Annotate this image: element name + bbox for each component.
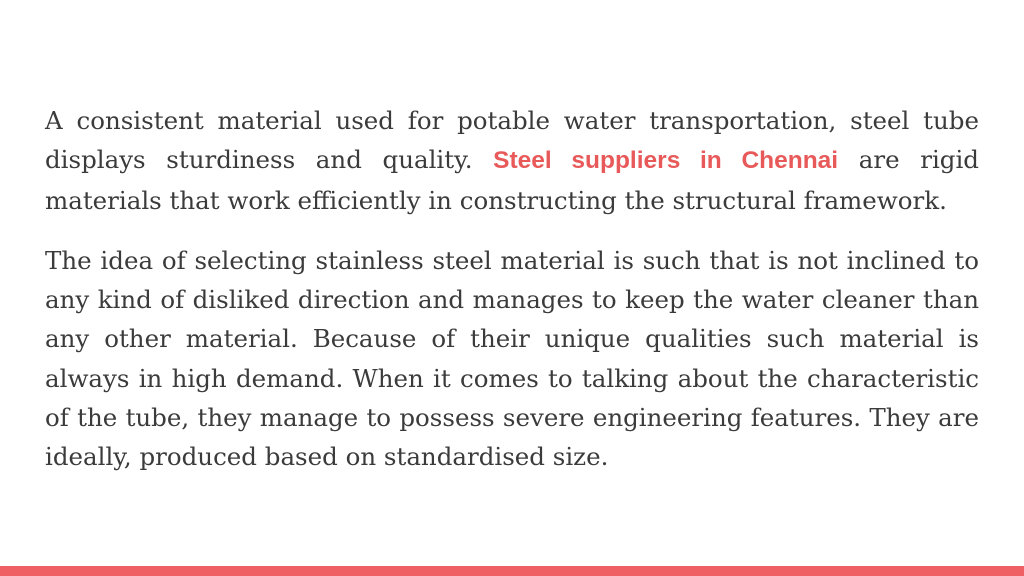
- paragraph-2: The idea of selecting stainless steel material is such that is not inclined to any kind of disliked direction and manages to keep the water cleaner than any other material. Because of their unique qualities such material is always in high demand. When it comes to talking about the characteristic of the tube, they manage to possess severe engineering features. They are ideally, produced based on standardised size.: [45, 245, 979, 472]
- paragraph-1-outro: are rigid materials that work efficiently in constructing the structural framework.: [45, 145, 979, 215]
- steel-suppliers-link[interactable]: Steel suppliers in Chennai: [493, 147, 839, 175]
- paragraph-1: [45, 101, 979, 220]
- bottom-accent-bar: [0, 566, 1024, 576]
- text-body: [45, 101, 979, 477]
- paragraph-1-intro: A consistent material used for potable water transportation, steel tube displays sturdiness and quality.: [45, 106, 979, 175]
